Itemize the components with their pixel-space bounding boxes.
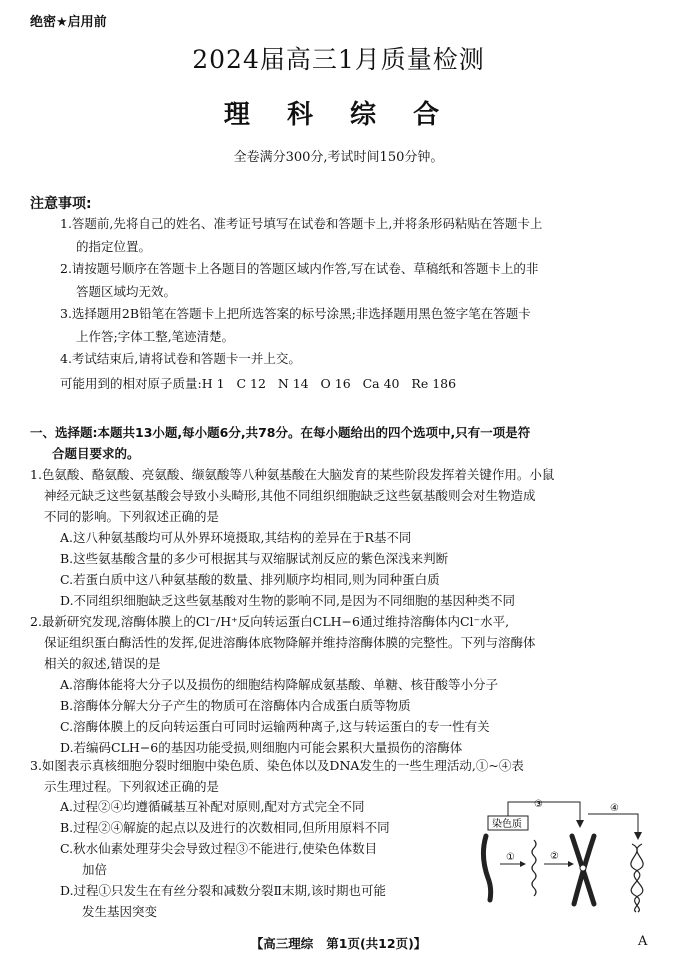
- exam-title: 2024届高三1月质量检测: [192, 45, 485, 74]
- option-b: B.过程②④解旋的起点以及进行的次数相同,但所用原料不同: [60, 820, 390, 835]
- option-c: C.溶酶体膜上的反向转运蛋白可同时运输两种离子,这与转运蛋白的专一性有关: [60, 719, 490, 734]
- note-item: 1.答题前,先将自己的姓名、准考证号填写在试卷和答题卡上,并将条形码粘贴在答题卡上: [60, 216, 543, 231]
- question-stem: 2.最新研究发现,溶酶体膜上的Cl⁻/H⁺反向转运蛋白CLH−6通过维持溶酶体内Cl⁻水平,: [30, 614, 510, 629]
- subject-title: 理 科 综 合: [223, 100, 454, 130]
- note-item: 3.选择题用2B铅笔在答题卡上把所选答案的标号涂黑;非选择题用黑色签字笔在答题卡: [60, 306, 531, 321]
- centromere-icon: [580, 865, 586, 871]
- option-b: B.溶酶体分解大分子产生的物质可在溶酶体内合成蛋白质等物质: [60, 698, 411, 713]
- section-heading-line: 合题目要求的。: [52, 446, 140, 461]
- chromatin-squiggle-icon: [532, 840, 536, 896]
- page-footer: [0, 934, 677, 952]
- question-stem: 1.色氨酸、酪氨酸、亮氨酸、缬氨酸等八种氨基酸在大脑发育的某些阶段发挥着关键作用。小鼠: [30, 467, 555, 482]
- question-stem: 不同的影响。下列叙述正确的是: [44, 509, 220, 524]
- notes-list: [60, 213, 650, 371]
- label-4: ④: [610, 803, 619, 814]
- chromosome-diagram: [470, 796, 660, 916]
- option-a: A.溶酶体能将大分子以及损伤的细胞结构降解成氨基酸、单糖、核苷酸等小分子: [60, 677, 499, 692]
- label-1: ①: [506, 852, 515, 863]
- option-c-cont: 加倍: [82, 862, 108, 877]
- option-c: C.若蛋白质中这八种氨基酸的数量、排列顺序均相同,则为同种蛋白质: [60, 572, 440, 587]
- note-item: 2.请按题号顺序在答题卡上各题目的答题区域内作答,写在试卷、草稿纸和答题卡上的非: [60, 261, 539, 276]
- section-heading: [30, 422, 660, 464]
- footer-text: 【高三理综 第1页(共12页)】: [250, 936, 427, 951]
- section-heading-line: 一、选择题:本题共13小题,每小题6分,共78分。在每小题给出的四个选项中,只有一项是符: [30, 425, 531, 440]
- note-item: 4.考试结束后,请将试卷和答题卡一并上交。: [60, 351, 301, 366]
- question-3-options: [30, 796, 490, 922]
- question-stem: 示生理过程。下列叙述正确的是: [44, 779, 220, 794]
- version-mark: A: [638, 934, 648, 949]
- option-d: D.若编码CLH−6的基因功能受损,则细胞内可能会累积大量损伤的溶酶体: [60, 740, 463, 755]
- chromatin-label: 染色质: [492, 819, 522, 830]
- question-1: [30, 464, 660, 611]
- note-item-cont: 答题区域均无效。: [76, 283, 177, 299]
- option-d-cont: 发生基因突变: [82, 904, 158, 919]
- question-stem: 3.如图表示真核细胞分裂时细胞中染色质、染色体以及DNA发生的一些生理活动,①~④表: [30, 758, 524, 773]
- process-4-guide: [582, 798, 640, 802]
- question-2: [30, 611, 660, 758]
- option-d: D.过程①只发生在有丝分裂和减数分裂Ⅱ末期,该时期也可能: [60, 883, 387, 898]
- process-4-arrow: [588, 814, 638, 836]
- chromosome-highlight: [489, 836, 494, 878]
- question-stem: 神经元缺乏这些氨基酸会导致小头畸形,其他不同组织细胞缺乏这些氨基酸则会对生物造成: [44, 488, 536, 503]
- question-3: [30, 755, 660, 797]
- arrow-head-icon: [576, 820, 584, 828]
- atomic-masses: 可能用到的相对原子质量:H 1 C 12 N 14 O 16 Ca 40 Re 186: [60, 376, 457, 391]
- question-stem: 相关的叙述,错误的是: [44, 656, 161, 671]
- confidential-mark: 绝密★启用前: [30, 15, 107, 30]
- label-2: ②: [550, 851, 559, 862]
- option-a: A.这八种氨基酸均可从外界环境摄取,其结构的差异在于R基不同: [60, 530, 412, 545]
- notes-heading: 注意事项:: [30, 196, 92, 212]
- option-b: B.这些氨基酸含量的多少可根据其与双缩脲试剂反应的紫色深浅来判断: [60, 551, 449, 566]
- arrow-head-icon: [568, 861, 574, 867]
- arrow-head-icon: [634, 832, 642, 840]
- option-a: A.过程②④均遵循碱基互补配对原则,配对方式完全不同: [60, 799, 365, 814]
- score-time-info: 全卷满分300分,考试时间150分钟。: [233, 150, 444, 165]
- option-c: C.秋水仙素处理芽尖会导致过程③不能进行,使染色体数目: [60, 841, 378, 856]
- option-d: D.不同组织细胞缺乏这些氨基酸对生物的影响不同,是因为不同细胞的基因种类不同: [60, 593, 516, 608]
- arrow-head-icon: [520, 861, 526, 867]
- note-item-cont: 上作答;字体工整,笔迹清楚。: [76, 328, 235, 344]
- question-stem: 保证组织蛋白酶活性的发挥,促进溶酶体底物降解并维持溶酶体膜的完整性。下列与溶酶体: [44, 635, 536, 650]
- note-item-cont: 的指定位置。: [76, 238, 152, 254]
- label-3: ③: [534, 799, 543, 810]
